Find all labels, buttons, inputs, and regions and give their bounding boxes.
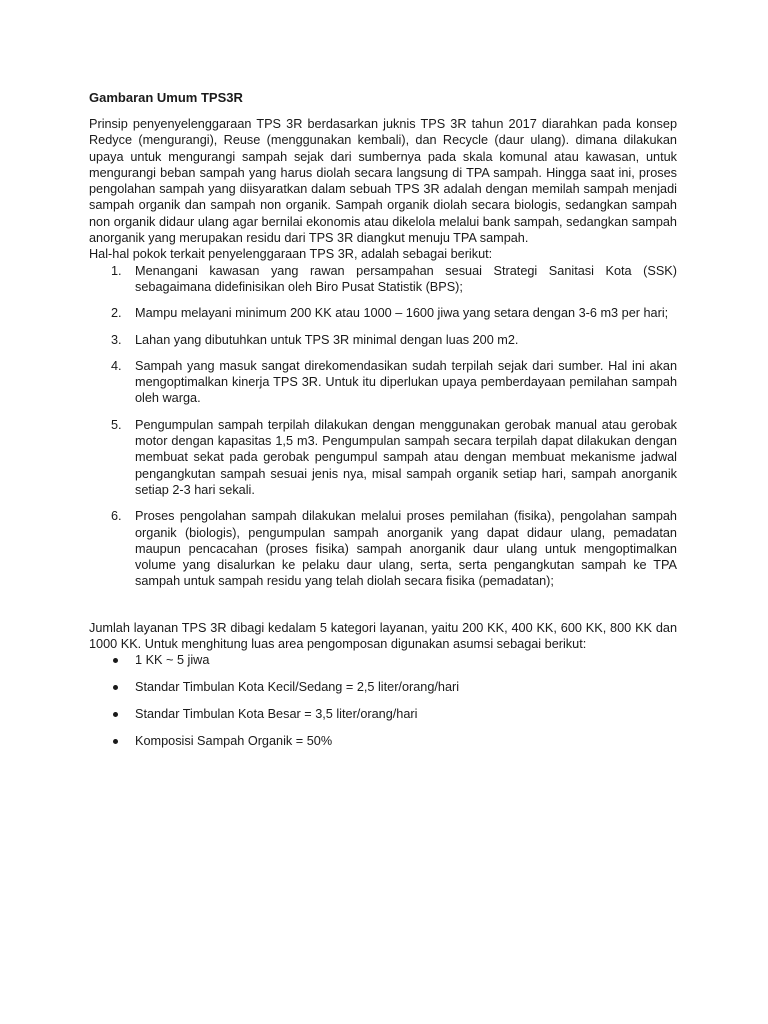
bullet-text: Komposisi Sampah Organik = 50%: [135, 733, 333, 748]
bullet-list-item: [89, 733, 677, 749]
service-category-paragraph: Jumlah layanan TPS 3R dibagi kedalam 5 kategori layanan, yaitu 200 KK, 400 KK, 600 KK, 800 KK dan 1000 KK. Untuk menghitung luas area pengomposan digunakan asumsi sebagai berikut:: [89, 620, 677, 652]
numbered-list-item: [89, 332, 677, 348]
assumption-bullet-list: [89, 652, 677, 749]
item-text: Proses pengolahan sampah dilakukan melalui proses pemilahan (fisika), pengolahan sampah organik (biologis), pengumpulan sampah anorganik yang dapat didaur ulang, pemadatan maupun pencacahan (proses fisika) sampah anorganik daur ulang untuk mengoptimalkan volume yang disalurkan ke pelaku daur ulang, serta, serta pengangkutan sampah ke TPA sampah untuk sampah residu yang telah diolah secara fisika (pemadatan);: [135, 509, 677, 589]
document-title: Gambaran Umum TPS3R: [89, 90, 243, 105]
bullet-list-item: [89, 652, 677, 668]
bullet-icon: [113, 739, 118, 744]
bullet-list-item: [89, 679, 677, 695]
numbered-list-item: [89, 417, 677, 498]
numbered-list-item: [89, 358, 677, 407]
item-number: 4.: [111, 358, 122, 373]
key-points-lead-paragraph: Hal-hal pokok terkait penyelenggaraan TPS 3R, adalah sebagai berikut:: [89, 247, 493, 262]
bullet-icon: [113, 712, 118, 717]
numbered-list-item: [89, 263, 677, 296]
numbered-list-item: [89, 508, 677, 589]
item-number: 5.: [111, 417, 122, 432]
section-spacer: [89, 600, 677, 620]
bullet-text: Standar Timbulan Kota Kecil/Sedang = 2,5 liter/orang/hari: [135, 680, 460, 695]
numbered-list-item: [89, 305, 677, 321]
item-number: 1.: [111, 263, 122, 278]
numbered-list: [89, 263, 677, 590]
bullet-text: 1 KK ~ 5 jiwa: [135, 653, 210, 668]
item-number: 6.: [111, 509, 122, 524]
item-text: Sampah yang masuk sangat direkomendasikan sudah terpilah sejak dari sumber. Hal ini akan mengoptimalkan kinerja TPS 3R. Untuk itu diperlukan upaya pemberdayaan pemilahan sampah oleh warga.: [135, 358, 677, 406]
bullet-text: Standar Timbulan Kota Besar = 3,5 liter/orang/hari: [135, 706, 418, 721]
bullet-icon: [113, 658, 118, 663]
bullet-list-item: [89, 706, 677, 722]
intro-paragraph: Prinsip penyenyelenggaraan TPS 3R berdasarkan juknis TPS 3R tahun 2017 diarahkan pada konsep Redyce (mengurangi), Reuse (menggunakan kembali), dan Recycle (daur ulang). dimana dilakukan upaya untuk mengurangi sampah sejak dari sumbernya pada skala komunal atau kawasan, untuk mengurangi beban sampah yang harus diolah secara langsung di TPA sampah. Hingga saat ini, proses pengolahan sampah yang diisyaratkan dalam sebuah TPS 3R adalah dengan memilah sampah menjadi sampah organik dan sampah non organik. Sampah organik diolah secara biologis, sedangkan sampah non organik didaur ulang agar bernilai ekonomis atau dikelola melalui bank sampah, sedangkan sampah anorganik yang merupakan residu dari TPS 3R diangkut menuju TPA sampah.: [89, 117, 677, 246]
item-text: Lahan yang dibutuhkan untuk TPS 3R minimal dengan luas 200 m2.: [135, 332, 519, 347]
item-text: Menangani kawasan yang rawan persampahan sesuai Strategi Sanitasi Kota (SSK) sebagaimana didefinisikan oleh Biro Pusat Statistik (BPS);: [135, 263, 677, 294]
item-number: 3.: [111, 332, 122, 347]
item-text: Mampu melayani minimum 200 KK atau 1000 – 1600 jiwa yang setara dengan 3-6 m3 per hari;: [135, 306, 669, 321]
document-page: [89, 90, 677, 760]
bullet-icon: [113, 685, 118, 690]
item-number: 2.: [111, 306, 122, 321]
item-text: Pengumpulan sampah terpilah dilakukan dengan menggunakan gerobak manual atau gerobak motor dengan kapasitas 1,5 m3. Pengumpulan sampah secara terpilah dapat dilakukan dengan membuat sekat pada gerobak pengumpul sampah atau dengan membuat mekanisme jadwal pengangkutan sampah sesuai jenis nya, misal sampah organik setiap hari, sampah anorganik setiap 2-3 hari sekali.: [135, 417, 677, 497]
